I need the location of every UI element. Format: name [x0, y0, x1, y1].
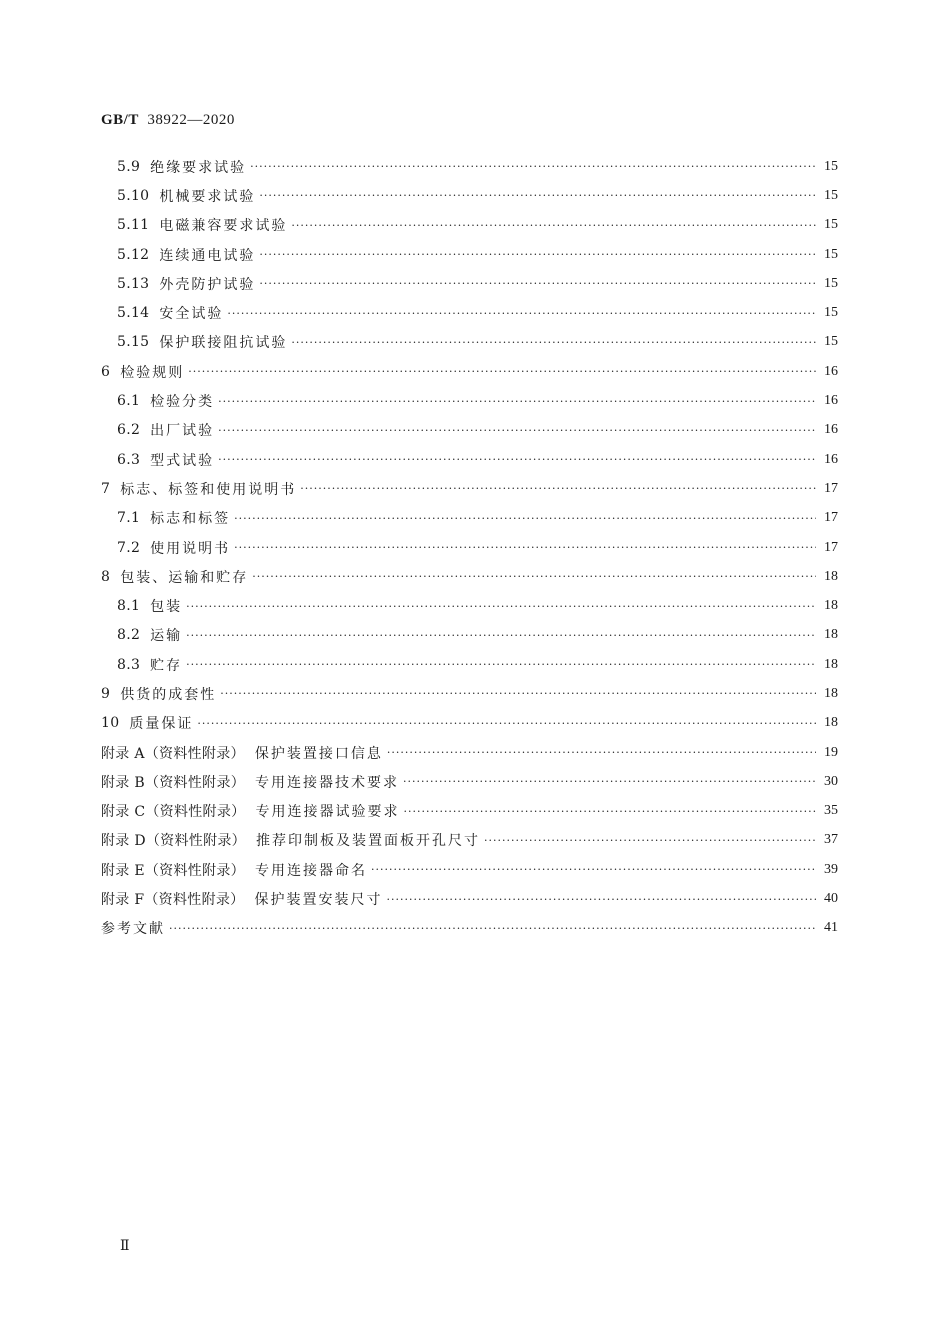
- toc-entry-page: 15: [824, 246, 838, 262]
- toc-entry[interactable]: [101, 621, 838, 650]
- toc-entry[interactable]: [101, 826, 838, 855]
- toc-entry-number: 附录 B（资料性附录）: [101, 774, 246, 791]
- toc-entry-page: 39: [824, 861, 838, 877]
- toc-entry[interactable]: [101, 562, 838, 591]
- toc-entry-number: 8: [101, 568, 111, 585]
- document-header: [101, 112, 235, 129]
- toc-entry[interactable]: [101, 767, 838, 796]
- dot-leader: [227, 308, 816, 319]
- toc-entry[interactable]: [101, 679, 838, 708]
- toc-entry[interactable]: [101, 474, 838, 503]
- table-of-contents: [101, 152, 838, 943]
- toc-entry[interactable]: [101, 797, 838, 826]
- toc-entry-title: 专用连接器命名: [254, 862, 367, 879]
- dot-leader: [403, 776, 816, 787]
- toc-entry-title: 使用说明书: [150, 540, 231, 557]
- toc-entry-page: 16: [824, 422, 838, 438]
- toc-entry-title: 运输: [150, 628, 183, 645]
- toc-entry-title: 型式试验: [150, 452, 215, 469]
- toc-entry-page: 15: [824, 305, 838, 321]
- dot-leader: [252, 571, 816, 582]
- toc-entry-number: 8.3: [117, 656, 141, 673]
- toc-entry-number: 6.1: [117, 393, 141, 410]
- toc-entry[interactable]: [101, 738, 838, 767]
- toc-entry-page: 40: [824, 891, 838, 907]
- toc-entry-number: 附录 F（资料性附录）: [101, 892, 245, 909]
- toc-entry-title: 出厂试验: [150, 423, 215, 440]
- toc-entry[interactable]: [101, 152, 838, 181]
- toc-entry-title: 外壳防护试验: [159, 276, 256, 293]
- toc-entry-number: 6.3: [117, 451, 141, 468]
- toc-entry-page: 15: [824, 187, 838, 203]
- toc-entry-title: 推荐印制板及装置面板开孔尺寸: [255, 833, 480, 850]
- toc-entry-title: 专用连接器技术要求: [255, 774, 400, 791]
- toc-entry-title: 绝缘要求试验: [150, 159, 247, 176]
- toc-entry-number: 附录 C（资料性附录）: [101, 804, 246, 821]
- toc-entry-page: 15: [824, 217, 838, 233]
- toc-entry-number: 5.12: [117, 246, 150, 263]
- toc-entry-page: 16: [824, 363, 838, 379]
- toc-entry[interactable]: [101, 386, 838, 415]
- toc-entry-page: 30: [824, 773, 838, 789]
- toc-entry-number: 5.11: [117, 217, 150, 234]
- toc-entry-page: 18: [824, 715, 838, 731]
- toc-entry[interactable]: [101, 211, 838, 240]
- toc-entry[interactable]: [101, 504, 838, 533]
- standard-code: GB/T: [101, 112, 139, 128]
- toc-entry-number: 7: [101, 480, 111, 497]
- toc-entry[interactable]: [101, 445, 838, 474]
- toc-entry-page: 37: [824, 832, 838, 848]
- toc-entry-title: 保护联接阻抗试验: [159, 335, 288, 352]
- toc-entry-title: 供货的成套性: [120, 686, 217, 703]
- dot-leader: [169, 923, 816, 934]
- dot-leader: [484, 835, 816, 846]
- toc-entry-number: 9: [101, 685, 111, 702]
- page-number: Ⅱ: [120, 1239, 130, 1254]
- toc-entry[interactable]: [101, 328, 838, 357]
- toc-entry-title: 质量保证: [129, 716, 194, 733]
- toc-entry-number: 10: [101, 715, 120, 732]
- toc-entry[interactable]: [101, 416, 838, 445]
- toc-entry-title: 机械要求试验: [159, 188, 256, 205]
- toc-entry-page: 15: [824, 158, 838, 174]
- dot-leader: [186, 659, 816, 670]
- toc-entry[interactable]: [101, 855, 838, 884]
- toc-entry-number: 5.15: [117, 334, 150, 351]
- toc-entry-page: 17: [824, 539, 838, 555]
- toc-entry-title: 安全试验: [159, 306, 224, 323]
- toc-entry-page: 18: [824, 685, 838, 701]
- toc-entry-title: 贮存: [150, 657, 183, 674]
- toc-entry[interactable]: [101, 181, 838, 210]
- toc-entry-page: 35: [824, 803, 838, 819]
- toc-entry-title: 连续通电试验: [159, 247, 256, 264]
- toc-entry-number: 6.2: [117, 422, 141, 439]
- toc-entry[interactable]: [101, 591, 838, 620]
- toc-entry-page: 17: [824, 510, 838, 526]
- dot-leader: [386, 894, 816, 905]
- dot-leader: [259, 249, 816, 260]
- dot-leader: [300, 483, 816, 494]
- toc-entry[interactable]: [101, 357, 838, 386]
- dot-leader: [291, 337, 816, 348]
- toc-entry[interactable]: [101, 269, 838, 298]
- toc-entry-page: 19: [824, 744, 838, 760]
- dot-leader: [250, 161, 816, 172]
- dot-leader: [259, 278, 816, 289]
- toc-entry-number: 8.2: [117, 627, 141, 644]
- dot-leader: [186, 601, 816, 612]
- dot-leader: [387, 747, 816, 758]
- toc-entry-number: 8.1: [117, 598, 141, 615]
- toc-entry[interactable]: [101, 650, 838, 679]
- dot-leader: [234, 542, 816, 553]
- toc-entry-number: 5.14: [117, 305, 150, 322]
- toc-entry[interactable]: [101, 533, 838, 562]
- toc-entry-page: 18: [824, 598, 838, 614]
- toc-entry-title: 保护装置安装尺寸: [254, 892, 383, 909]
- toc-entry-title: 检验分类: [150, 394, 215, 411]
- toc-entry-title: 保护装置接口信息: [254, 745, 383, 762]
- toc-entry[interactable]: [101, 240, 838, 269]
- toc-entry-number: 5.9: [117, 158, 141, 175]
- toc-entry-page: 18: [824, 627, 838, 643]
- toc-entry-title: 电磁兼容要求试验: [159, 218, 288, 235]
- dot-leader: [188, 366, 816, 377]
- toc-entry-page: 16: [824, 393, 838, 409]
- dot-leader: [291, 220, 816, 231]
- toc-entry-number: 7.2: [117, 539, 141, 556]
- toc-entry-number: 6: [101, 363, 111, 380]
- toc-entry-number: 附录 A（资料性附录）: [101, 745, 245, 762]
- toc-entry[interactable]: [101, 884, 838, 913]
- toc-entry[interactable]: [101, 298, 838, 327]
- toc-entry-title: 检验规则: [120, 364, 185, 381]
- toc-entry[interactable]: [101, 709, 838, 738]
- toc-entry-number: 附录 D（资料性附录）: [101, 833, 246, 850]
- toc-entry-title: 包装、运输和贮存: [120, 569, 249, 586]
- toc-entry-page: 18: [824, 656, 838, 672]
- toc-entry-page: 15: [824, 275, 838, 291]
- toc-entry-title: 专用连接器试验要求: [255, 804, 400, 821]
- toc-entry-page: 15: [824, 334, 838, 350]
- toc-entry[interactable]: [101, 914, 838, 943]
- dot-leader: [218, 425, 816, 436]
- toc-entry-number: 附录 E（资料性附录）: [101, 862, 245, 879]
- standard-number: 38922—2020: [147, 112, 235, 128]
- toc-entry-number: 5.10: [117, 187, 150, 204]
- dot-leader: [403, 806, 816, 817]
- toc-entry-page: 16: [824, 451, 838, 467]
- dot-leader: [197, 718, 816, 729]
- dot-leader: [220, 688, 816, 699]
- toc-entry-title: 包装: [150, 599, 183, 616]
- toc-entry-title: 标志和标签: [150, 511, 231, 528]
- dot-leader: [259, 190, 816, 201]
- dot-leader: [218, 454, 816, 465]
- dot-leader: [218, 396, 816, 407]
- toc-entry-number: 5.13: [117, 275, 150, 292]
- toc-entry-page: 17: [824, 480, 838, 496]
- dot-leader: [371, 864, 816, 875]
- dot-leader: [186, 630, 816, 641]
- toc-entry-title: 参考文献: [101, 921, 165, 938]
- toc-entry-page: 18: [824, 568, 838, 584]
- dot-leader: [234, 513, 816, 524]
- toc-entry-page: 41: [824, 920, 838, 936]
- toc-entry-number: 7.1: [117, 510, 141, 527]
- toc-entry-title: 标志、标签和使用说明书: [120, 481, 297, 498]
